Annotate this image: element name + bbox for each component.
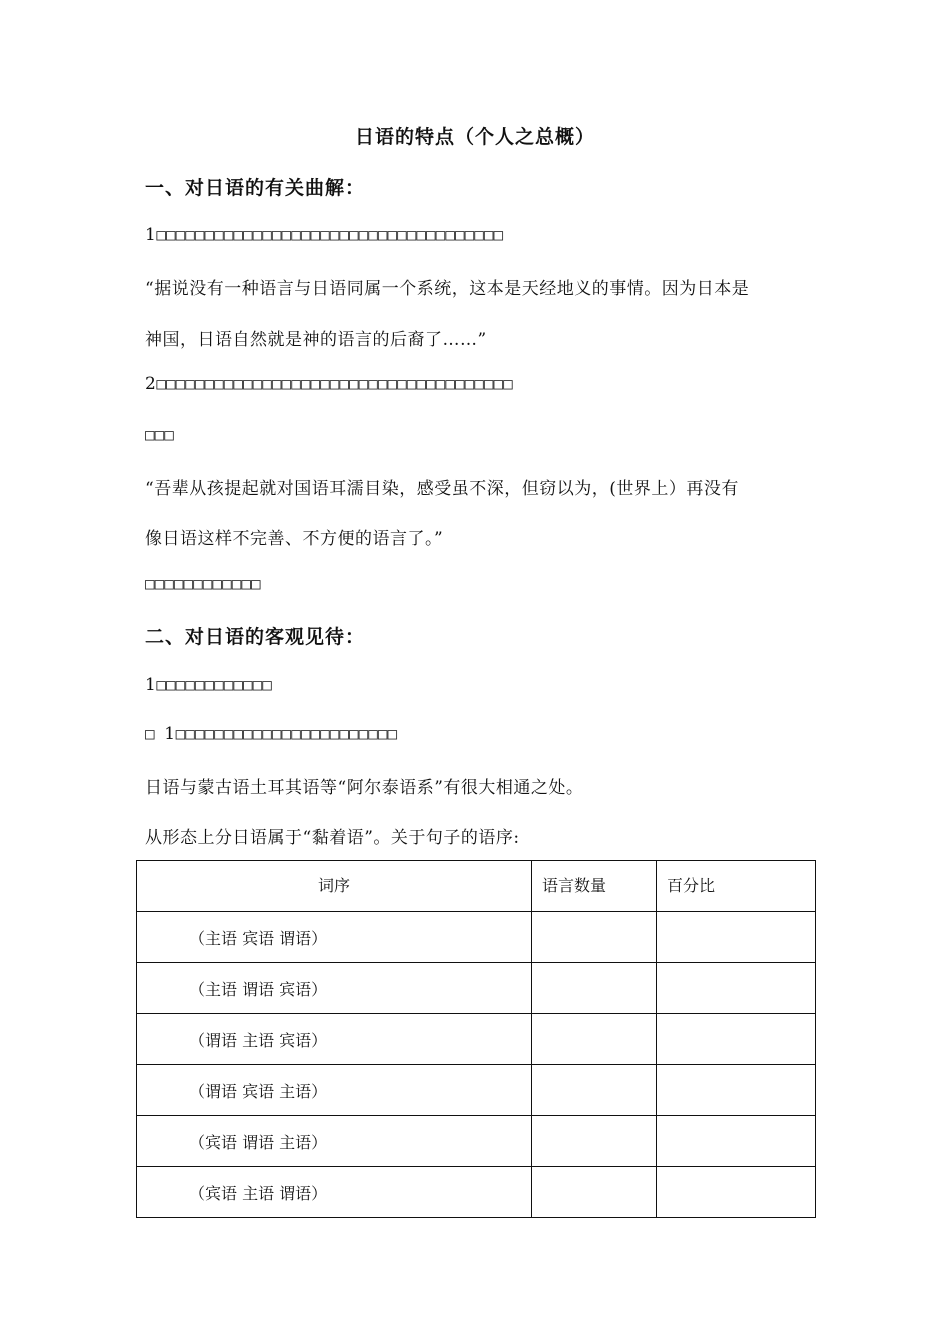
section-2-heading: 二、对日语的客观见待： (145, 626, 366, 648)
table-row (137, 912, 816, 963)
body-text-1: 日语与蒙古语土耳其语等“阿尔泰语系”有很大相通之处。 (145, 778, 584, 798)
cell-language-count (532, 1116, 657, 1167)
cell-language-count (532, 1065, 657, 1116)
section-1-item-2 (145, 374, 513, 394)
item-number: 1 (145, 675, 157, 695)
table-row (137, 1116, 816, 1167)
cell-percentage (657, 1065, 816, 1116)
cell-word-order: （谓语 主语 宾语） (137, 1014, 532, 1065)
section-2-item-1 (145, 675, 272, 695)
header-word-order: 词序 (137, 861, 532, 912)
quote-1-line-1: “据说没有一种语言与日语同属一个系统，这本是天经地义的事情。因为日本是 (145, 279, 750, 299)
word-order-table (136, 860, 816, 1218)
cell-language-count (532, 912, 657, 963)
cell-word-order: （宾语 谓语 主语） (137, 1116, 532, 1167)
table-row (137, 1167, 816, 1218)
unrendered-text: □□□ (145, 425, 174, 444)
table-row (137, 1065, 816, 1116)
cell-language-count (532, 1014, 657, 1065)
cell-language-count (532, 963, 657, 1014)
unrendered-text: □□□□□□□□□□□□□□□□□□□□□□□□□□□□□□□□□□□□□ (156, 374, 513, 393)
unrendered-text: □□□□□□□□□□□□ (156, 675, 272, 694)
table-row (137, 963, 816, 1014)
unrendered-text: □□□□□□□□□□□□ (145, 574, 261, 593)
cell-language-count (532, 1167, 657, 1218)
quote-2-line-1: “吾辈从孩提起就对国语耳濡目染，感受虽不深，但窃以为，(世界上）再没有 (145, 479, 739, 499)
unrendered-text: □□□□□□□□□□□□□□□□□□□□□□□□□□□□□□□□□□□□ (156, 225, 504, 244)
item-number: 1 (145, 225, 157, 245)
item-number: 1 (164, 724, 176, 744)
section-1-item-1 (145, 225, 503, 245)
header-percentage: 百分比 (657, 861, 816, 912)
body-text-2: 从形态上分日语属于“黏着语”。关于句子的语序: (145, 828, 520, 848)
cell-percentage (657, 912, 816, 963)
unrendered-text: □□□□□□□□□□□□□□□□□□□□□□□ (175, 724, 398, 743)
cell-percentage (657, 1014, 816, 1065)
cell-word-order: （谓语 宾语 主语） (137, 1065, 532, 1116)
quote-2-line-2: 像日语这样不完善、不方便的语言了。” (145, 529, 444, 549)
item-number: 2 (145, 374, 157, 394)
cell-percentage (657, 1167, 816, 1218)
section-1-heading: 一、对日语的有关曲解： (145, 177, 366, 199)
cell-word-order: （宾语 主语 谓语） (137, 1167, 532, 1218)
cell-word-order: （主语 谓语 宾语） (137, 963, 532, 1014)
cell-word-order: （主语 宾语 谓语） (137, 912, 532, 963)
quote-1-line-2: 神国，日语自然就是神的语言的后裔了……” (145, 330, 487, 350)
cell-percentage (657, 963, 816, 1014)
unrendered-text: □ (145, 724, 165, 743)
cell-percentage (657, 1116, 816, 1167)
table-header-row (137, 861, 816, 912)
section-2-subitem-1 (145, 724, 397, 744)
table-row (137, 1014, 816, 1065)
page-title: 日语的特点（个人之总概） (354, 126, 595, 148)
header-language-count: 语言数量 (532, 861, 657, 912)
